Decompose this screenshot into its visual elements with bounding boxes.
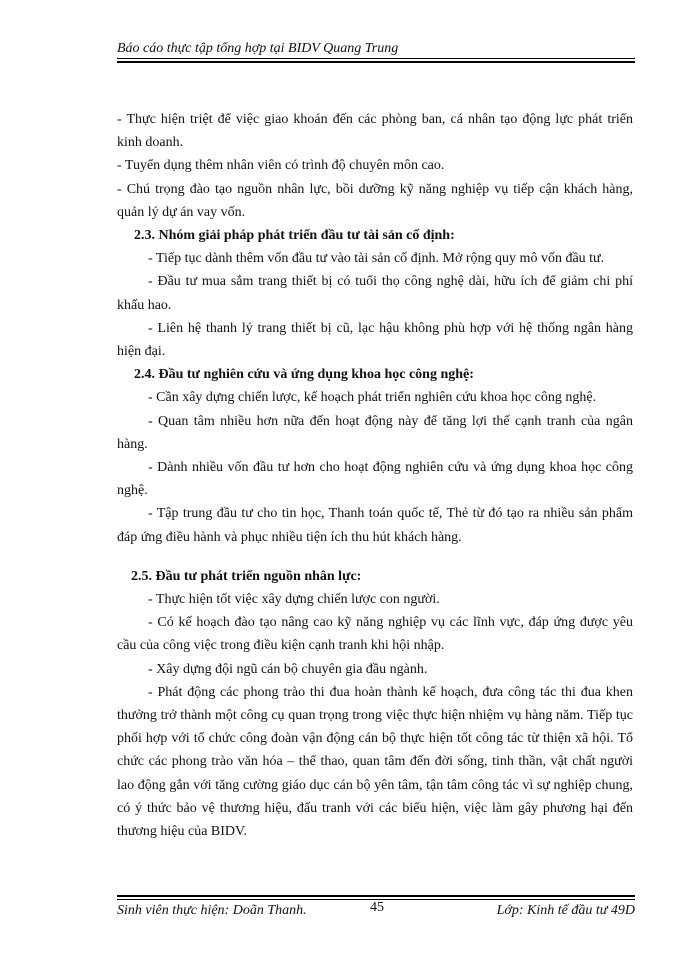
header-rule-thick <box>117 61 635 63</box>
bullet-item: - Có kế hoạch đào tạo nâng cao kỹ năng nghiệp vụ các lĩnh vực, đáp ứng được yêu cầu của công việc trong điều kiện cạnh tranh khi hội nhập. <box>117 615 633 654</box>
bullet-item: - Thực hiện triệt để việc giao khoán đến các phòng ban, cá nhân tạo động lực phát triển kinh doanh. <box>117 112 633 151</box>
bullet-item: - Cần xây dựng chiến lược, kế hoạch phát triển nghiên cứu khoa học công nghệ. <box>148 390 597 406</box>
section-heading-2-5: 2.5. Đầu tư phát triển nguồn nhân lực: <box>131 568 362 584</box>
section-heading-2-3: 2.3. Nhóm giải pháp phát triển đầu tư tài sản cố định: <box>134 228 455 244</box>
bullet-item: - Phát động các phong trào thi đua hoàn thành kế hoạch, đưa công tác thi đua khen thưởng trở thành một công cụ quan trọng trong việc thực hiện nhiệm vụ hàng năm. Tiếp tục phối hợp với tổ chức công đoàn vận động cán bộ thực hiện tốt công tác từ thiện xã hội. Tổ chức các phong trào văn hóa – thể thao, quan tâm đến đời sống, tinh thần, vật chất người lao động gắn với tăng cường giáo dục cán bộ yên tâm, tận tâm công tác vì sự nghiệp chung, có ý thức bảo vệ thương hiệu, đấu tranh với các biểu hiện, việc làm gây phương hại đến thương hiệu của BIDV. <box>117 684 633 840</box>
page-header-title: Báo cáo thực tập tổng hợp tại BIDV Quang Trung <box>117 41 399 56</box>
footer-student: Sinh viên thực hiện: Doãn Thanh. <box>117 903 307 918</box>
bullet-item: - Tập trung đầu tư cho tin học, Thanh toán quốc tế, Thẻ từ đó tạo ra nhiều sản phẩm đáp ứng điều hành và phục nhiều tiện ích thu hút khách hàng. <box>117 506 633 545</box>
header-rule <box>117 58 635 59</box>
bullet-item: - Tuyển dụng thêm nhân viên có trình độ chuyên môn cao. <box>117 158 445 174</box>
bullet-item: - Tiếp tục dành thêm vốn đầu tư vào tài sản cố định. Mở rộng quy mô vốn đầu tư. <box>148 251 605 267</box>
bullet-item: - Dành nhiều vốn đầu tư hơn cho hoạt động nghiên cứu và ứng dụng khoa học công nghệ. <box>117 460 633 499</box>
footer-rule-thick <box>117 895 635 897</box>
bullet-item: - Xây dựng đội ngũ cán bộ chuyên gia đầu ngành. <box>148 661 428 677</box>
page-footer <box>117 900 635 923</box>
bullet-item: - Quan tâm nhiều hơn nữa đến hoạt động này để tăng lợi thế cạnh tranh của ngân hàng. <box>117 413 633 452</box>
bullet-item: - Thực hiện tốt việc xây dựng chiến lược con người. <box>148 592 440 608</box>
footer-class: Lớp: Kinh tế đầu tư 49D <box>496 903 635 918</box>
page-number: 45 <box>370 900 384 915</box>
section-heading-2-4: 2.4. Đầu tư nghiên cứu và ứng dụng khoa học công nghệ: <box>134 367 474 383</box>
bullet-item: - Đầu tư mua sắm trang thiết bị có tuổi thọ công nghệ dài, hữu ích để giảm chi phí khấu hao. <box>117 274 633 313</box>
page-body <box>117 108 633 843</box>
bullet-item: - Chú trọng đào tạo nguồn nhân lực, bồi dưỡng kỹ năng nghiệp vụ tiếp cận khách hàng, quản lý dự án vay vốn. <box>117 181 633 220</box>
bullet-item: - Liên hệ thanh lý trang thiết bị cũ, lạc hậu không phù hợp với hệ thống ngân hàng hiện đại. <box>117 320 633 360</box>
